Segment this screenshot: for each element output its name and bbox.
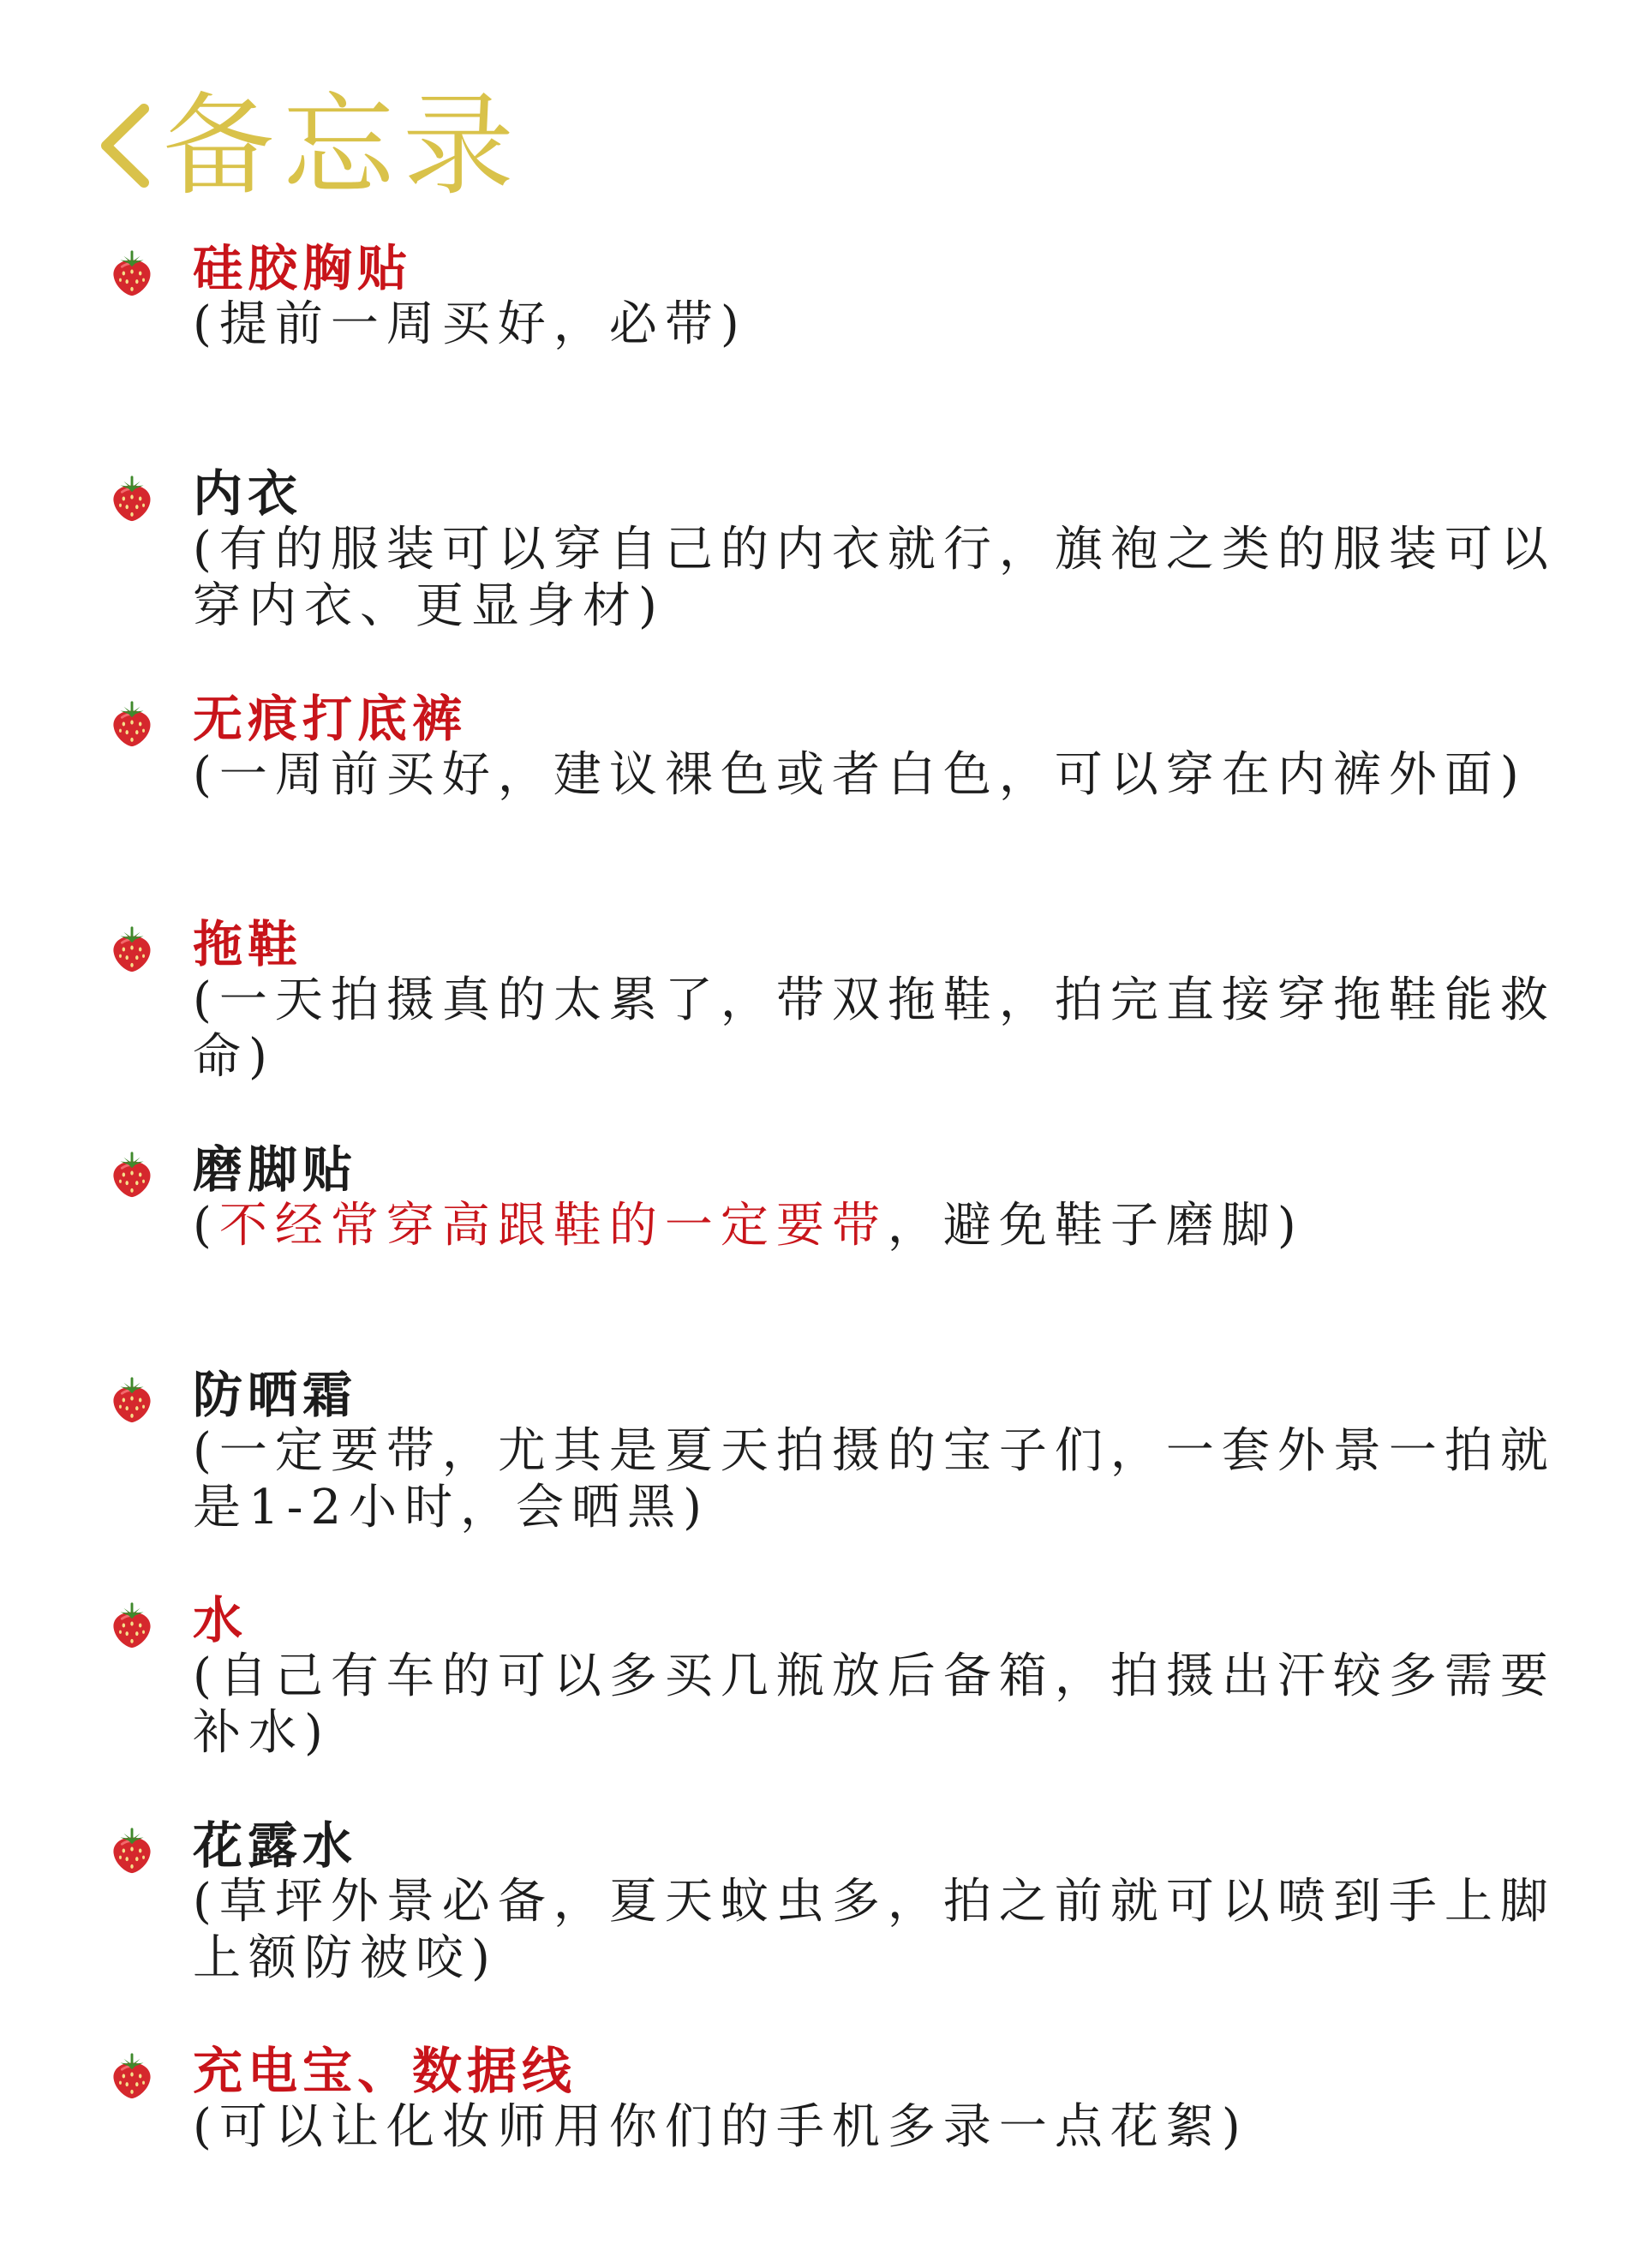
note-highlight: 不经常穿高跟鞋的一定要带 xyxy=(218,1198,888,1254)
item-note: (一定要带，尤其是夏天拍摄的宝子们，一套外景一拍就是1-2小时，会晒黑) xyxy=(193,1423,1556,1535)
strawberry-icon xyxy=(107,925,157,974)
note-rest: ，避免鞋子磨脚) xyxy=(887,1198,1304,1254)
item-note xyxy=(193,1198,1564,1254)
chevron-left-icon[interactable] xyxy=(94,99,154,193)
list-item xyxy=(107,690,1527,916)
item-title: 拖鞋 xyxy=(193,915,303,973)
item-note: (有的服装可以穿自己的内衣就行，旗袍之类的服装可以穿内衣、更显身材) xyxy=(193,522,1556,634)
item-title: 防晒霜 xyxy=(193,1366,358,1424)
strawberry-icon xyxy=(107,699,157,749)
strawberry-icon xyxy=(107,1375,157,1425)
list-item xyxy=(107,240,1512,465)
list-item xyxy=(107,464,1556,691)
list-item xyxy=(107,1141,1512,1367)
strawberry-icon xyxy=(107,1826,157,1876)
list-item xyxy=(107,915,1556,1141)
item-title: 无痕打底裤 xyxy=(193,690,468,748)
note-open: ( xyxy=(193,1198,219,1254)
list-item xyxy=(107,1591,1556,1817)
item-note: (可以让化妆师用你们的手机多录一点花絮) xyxy=(193,2099,1248,2155)
item-title: 花露水 xyxy=(193,1816,358,1875)
item-title: 硅胶胸贴 xyxy=(193,239,413,297)
strawberry-icon xyxy=(107,248,157,298)
list-item xyxy=(107,1816,1556,2043)
strawberry-icon xyxy=(107,1601,157,1650)
page-header xyxy=(94,81,523,210)
item-note: (自己有车的可以多买几瓶放后备箱，拍摄出汗较多需要补水) xyxy=(193,1649,1556,1761)
list-item xyxy=(107,2043,1512,2268)
page-title: 备忘录 xyxy=(163,81,523,211)
list-item xyxy=(107,1366,1556,1592)
checklist xyxy=(107,239,1556,2268)
item-note: (一周前买好，建议裸色或者白色，可以穿在内裤外面) xyxy=(193,747,1527,803)
item-note: (提前一周买好，必带) xyxy=(193,296,747,352)
item-title: 内衣 xyxy=(193,464,303,523)
item-title: 水 xyxy=(193,1591,248,1649)
item-note: (草坪外景必备，夏天蚊虫多，拍之前就可以喷到手上脚上额防被咬) xyxy=(193,1874,1556,1986)
item-note: (一天拍摄真的太累了，带双拖鞋，拍完直接穿拖鞋能救命) xyxy=(193,972,1556,1085)
item-title: 充电宝、数据线 xyxy=(193,2042,577,2100)
item-title: 磨脚贴 xyxy=(193,1140,358,1199)
strawberry-icon xyxy=(107,474,157,524)
strawberry-icon xyxy=(107,2051,157,2101)
strawberry-icon xyxy=(107,1150,157,1200)
